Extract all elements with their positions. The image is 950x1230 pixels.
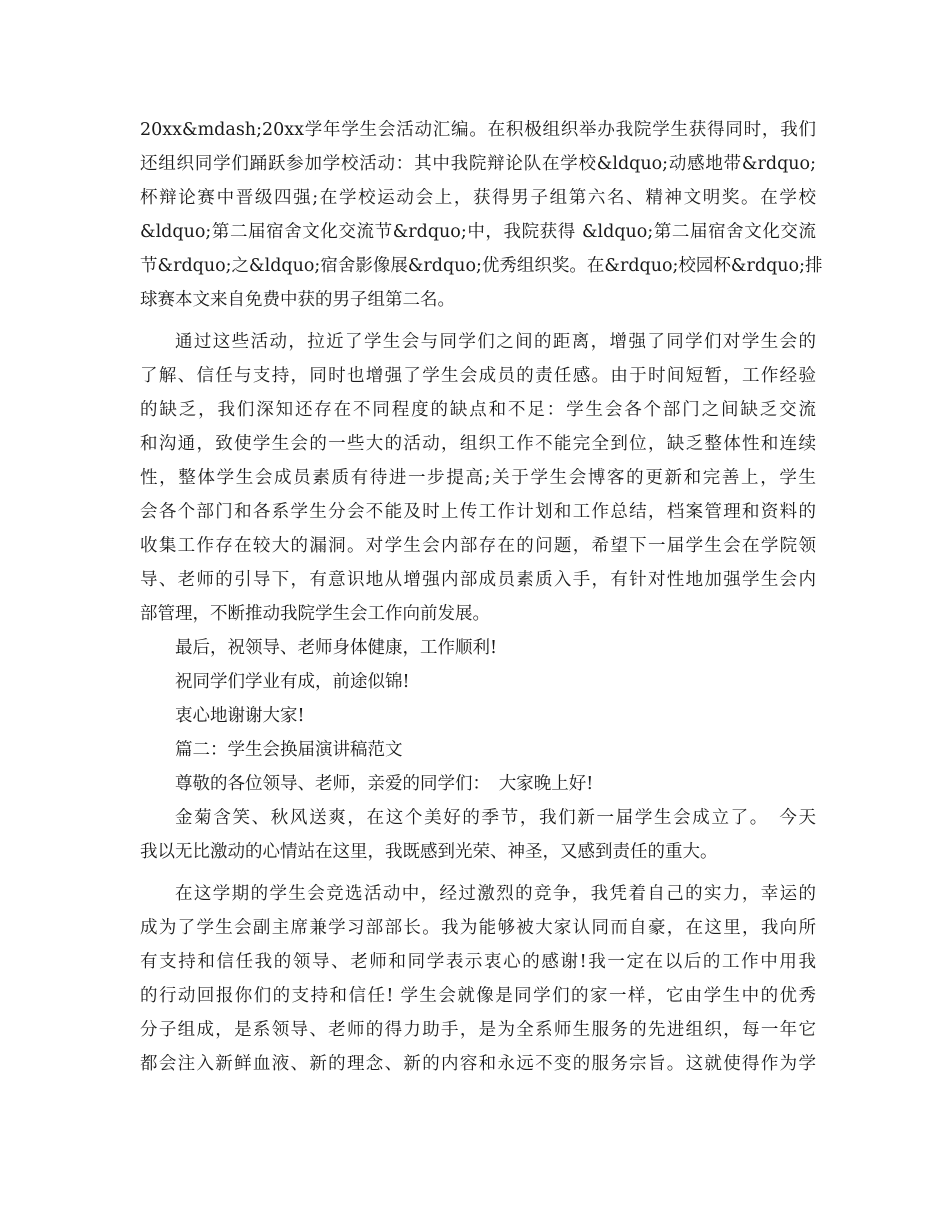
- document-body: [140, 113, 823, 1081]
- text-line: 分子组成，是系领导、老师的得力助手，是为全系师生服务的先进组织，每一年它: [140, 1020, 816, 1040]
- text-line: 的缺乏，我们深知还存在不同程度的缺点和不足：学生会各个部门之间缺乏交流: [140, 400, 816, 420]
- text-line: 还组织同学们踊跃参加学校活动：其中我院辩论队在学校&ldquo;动感地带&rdquo;: [140, 154, 816, 174]
- text-line: 球赛本文来自免费中获的男子组第二名。: [140, 290, 455, 310]
- text-line: 金菊含笑、秋风送爽，在这个美好的季节，我们新一届学生会成立了。 今天: [175, 808, 816, 828]
- text-line: 尊敬的各位领导、老师，亲爱的同学们： 大家晚上好!: [175, 774, 594, 794]
- paragraph: [140, 665, 816, 699]
- text-line: 性，整体学生会成员素质有待进一步提高;关于学生会博客的更新和完善上，学生: [140, 468, 816, 488]
- text-line: 杯辩论赛中晋级四强;在学校运动会上，获得男子组第六名、精神文明奖。在学校: [140, 188, 816, 208]
- paragraph: [140, 877, 816, 1081]
- text-line: 的行动回报你们的支持和信任! 学生会就像是同学们的家一样，它由学生中的优秀: [140, 986, 816, 1006]
- text-line: 部管理，不断推动我院学生会工作向前发展。: [140, 604, 490, 624]
- text-line: 收集工作存在较大的漏洞。对学生会内部存在的问题，希望下一届学生会在学院领: [140, 536, 816, 556]
- text-line: 20xx&mdash;20xx学年学生会活动汇编。在积极组织举办我院学生获得同时，我们: [140, 120, 816, 140]
- text-line: 我以无比激动的心情站在这里，我既感到光荣、神圣，又感到责任的重大。: [140, 842, 718, 862]
- paragraph: [140, 113, 823, 317]
- paragraph: [140, 699, 816, 733]
- paragraph: [140, 631, 816, 665]
- paragraph: [140, 801, 816, 869]
- text-line: 有支持和信任我的领导、老师和同学表示衷心的感谢!我一定在以后的工作中用我: [140, 952, 816, 972]
- text-line: 会各个部门和各系学生分会不能及时上传工作计划和工作总结，档案管理和资料的: [140, 502, 816, 522]
- text-line: 通过这些活动，拉近了学生会与同学们之间的距离，增强了同学们对学生会的: [175, 332, 816, 352]
- paragraph: [140, 325, 816, 631]
- text-line: 在这学期的学生会竞选活动中，经过激烈的竞争，我凭着自己的实力，幸运的: [175, 884, 816, 904]
- text-line: 导、老师的引导下，有意识地从增强内部成员素质入手，有针对性地加强学生会内: [140, 570, 816, 590]
- text-line: 节&rdquo;之&ldquo;宿舍影像展&rdquo;优秀组织奖。在&rdquo;校园杯&rdquo;排: [140, 256, 823, 276]
- text-line: 成为了学生会副主席兼学习部部长。我为能够被大家认同而自豪，在这里，我向所: [140, 918, 816, 938]
- section-heading: [140, 733, 816, 767]
- text-line: 祝同学们学业有成，前途似锦!: [175, 672, 410, 692]
- text-line: 和沟通，致使学生会的一些大的活动，组织工作不能完全到位，缺乏整体性和连续: [140, 434, 816, 454]
- text-line: 最后，祝领导、老师身体健康，工作顺利!: [175, 638, 498, 658]
- text-line: 衷心地谢谢大家!: [175, 706, 305, 726]
- paragraph: [140, 767, 816, 801]
- text-line: 了解、信任与支持，同时也增强了学生会成员的责任感。由于时间短暂，工作经验: [140, 366, 816, 386]
- text-line: 篇二：学生会换届演讲稿范文: [175, 740, 403, 760]
- text-line: 都会注入新鲜血液、新的理念、新的内容和永远不变的服务宗旨。这就使得作为学: [140, 1054, 816, 1074]
- text-line: &ldquo;第二届宿舍文化交流节&rdquo;中，我院获得 &ldquo;第二届宿舍文化交流: [140, 222, 816, 242]
